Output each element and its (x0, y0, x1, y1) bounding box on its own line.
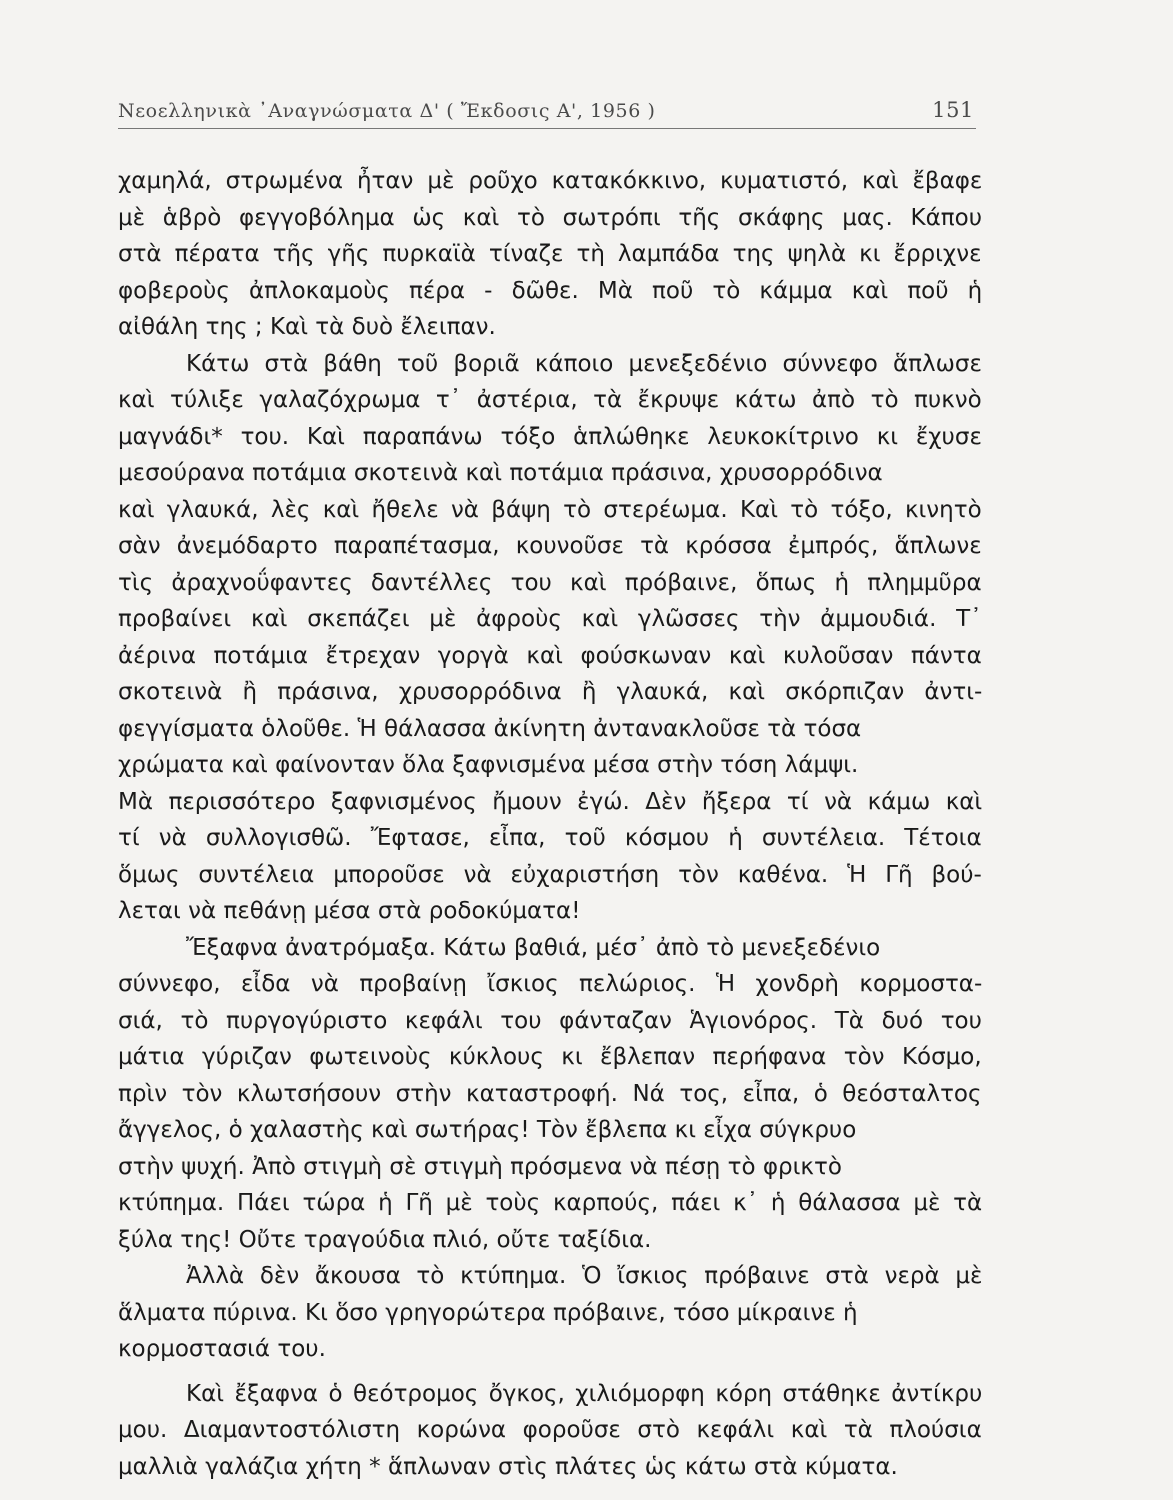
text-line: μου. Διαμαντοστόλιστη κορώνα φοροῦσε στὸ κεφάλι καὶ τὰ πλούσια (118, 1417, 982, 1443)
text-line: κτύπημα. Πάει τώρα ἡ Γῆ μὲ τοὺς καρπούς, πάει κ᾿ ἡ θάλασσα μὲ τὰ (118, 1190, 983, 1216)
text-line: ἅλματα πύρινα. Κι ὅσο γρηγορώτερα πρόβαινε, τόσο μίκραινε ἡ (118, 1299, 858, 1326)
text-line: κορμοστασιά του. (118, 1336, 326, 1362)
text-line: χαμηλά, στρωμένα ἦταν μὲ ροῦχο κατακόκκινο, κυματιστό, καὶ ἔβαφε (118, 168, 983, 194)
text-line: σὰν ἀνεμόδαρτο παραπέτασμα, κουνοῦσε τὰ κρόσσα ἐμπρός, ἅπλωνε (118, 533, 982, 559)
text-line: πρὶν τὸν κλωτσήσουν στὴν καταστροφή. Νά τος, εἶπα, ὁ θεόσταλτος (118, 1080, 982, 1107)
text-line: λεται νὰ πεθάνῃ μέσα στὰ ροδοκύματα! (118, 898, 581, 924)
paragraph (118, 346, 988, 930)
text-line: φεγγίσματα ὁλοῦθε. Ἡ θάλασσα ἀκίνητη ἀντανακλοῦσε τὰ τόσα (118, 715, 862, 742)
paragraph (118, 1376, 988, 1486)
text-line: Ἀλλὰ δὲν ἄκουσα τὸ κτύπημα. Ὁ ἴσκιος πρόβαινε στὰ νερὰ μὲ (186, 1263, 983, 1289)
text-line: μαγνάδι* του. Καὶ παραπάνω τόξο ἁπλώθηκε λευκοκίτρινο κι ἔχυσε (118, 423, 982, 450)
text-line: Καὶ ἔξαφνα ὁ θεότρομος ὄγκος, χιλιόμορφη κόρη στάθηκε ἀντίκρυ (186, 1380, 983, 1407)
paragraph (118, 1258, 988, 1368)
header-title: Νεοελληνικὰ ᾿Αναγνώσματα Δ' ( Ἔκδοσις Α', 1956 ) (118, 100, 656, 122)
header-rule (118, 128, 976, 129)
paragraph-gap (118, 1368, 988, 1376)
text-line: Ἔξαφνα ἀνατρόμαξα. Κάτω βαθιά, μέσ᾿ ἀπὸ τὸ μενεξεδένιο (186, 934, 881, 961)
text-line: αἰθάλη της ; Καὶ τὰ δυὸ ἔλειπαν. (118, 314, 496, 340)
running-header (118, 96, 976, 130)
text-line: φοβεροὺς ἀπλοκαμοὺς πέρα - δῶθε. Μὰ ποῦ τὸ κάμμα καὶ ποῦ ἡ (118, 277, 983, 304)
text-line: προβαίνει καὶ σκεπάζει μὲ ἀφροὺς καὶ γλῶσσες τὴν ἀμμουδιά. Τ᾿ (118, 606, 982, 632)
paragraph (118, 930, 988, 1259)
text-line: σκοτεινὰ ἢ πράσινα, χρυσορρόδινα ἢ γλαυκά, καὶ σκόρπιζαν ἀντι- (118, 679, 983, 705)
text-line: χρώματα καὶ φαίνονταν ὅλα ξαφνισμένα μέσα στὴν τόση λάμψι. (118, 752, 859, 778)
text-line: καὶ γλαυκά, λὲς καὶ ἤθελε νὰ βάψη τὸ στερέωμα. Καὶ τὸ τόξο, κινητὸ (118, 496, 982, 523)
text-line: τὶς ἀραχνοΰφαντες δαντέλλες του καὶ πρόβαινε, ὅπως ἡ πλημμῦρα (118, 569, 982, 596)
body-text (118, 163, 988, 1485)
text-line: ὅμως συντέλεια μποροῦσε νὰ εὐχαριστήση τὸν καθένα. Ἡ Γῆ βού- (118, 861, 982, 888)
text-line: Μὰ περισσότερο ξαφνισμένος ἤμουν ἐγώ. Δὲν ἤξερα τί νὰ κάμω καὶ (118, 788, 983, 815)
text-line: ἀέρινα ποτάμια ἔτρεχαν γοργὰ καὶ φούσκωναν καὶ κυλοῦσαν πάντα (118, 642, 982, 669)
text-line: μαλλιὰ γαλάζια χήτη * ἅπλωναν στὶς πλάτες ὡς κάτω στὰ κύματα. (118, 1453, 898, 1480)
text-line: μὲ ἁβρὸ φεγγοβόλημα ὡς καὶ τὸ σωτρόπι τῆς σκάφης μας. Κάπου (118, 204, 983, 231)
page-number: 151 (932, 98, 974, 122)
text-line: ξύλα της! Οὔτε τραγούδια πλιό, οὔτε ταξίδια. (118, 1226, 652, 1253)
text-line: μάτια γύριζαν φωτεινοὺς κύκλους κι ἔβλεπαν περήφανα τὸν Κόσμο, (118, 1044, 982, 1070)
text-line: σιά, τὸ πυργογύριστο κεφάλι του φάνταζαν Ἁγιονόρος. Τὰ δυό του (118, 1007, 982, 1034)
text-line: μεσούρανα ποτάμια σκοτεινὰ καὶ ποτάμια πράσινα, χρυσορρόδινα (118, 460, 883, 486)
text-line: Κάτω στὰ βάθη τοῦ βοριᾶ κάποιο μενεξεδένιο σύννεφο ἅπλωσε (186, 350, 982, 377)
paragraph (118, 163, 988, 346)
text-line: τί νὰ συλλογισθῶ. Ἔφτασε, εἶπα, τοῦ κόσμου ἡ συντέλεια. Τέτοια (118, 825, 982, 851)
text-line: στὴν ψυχή. Ἀπὸ στιγμὴ σὲ στιγμὴ πρόσμενα νὰ πέσῃ τὸ φρικτὸ (118, 1153, 842, 1180)
text-line: ἄγγελος, ὁ χαλαστὴς καὶ σωτήρας! Τὸν ἔβλεπα κι εἶχα σύγκρυο (118, 1117, 857, 1143)
text-line: σύννεφο, εἶδα νὰ προβαίνῃ ἴσκιος πελώριος. Ἡ χονδρὴ κορμοστα- (118, 971, 983, 997)
text-line: στὰ πέρατα τῆς γῆς πυρκαϊὰ τίναζε τὴ λαμπάδα της ψηλὰ κι ἔρριχνε (118, 241, 982, 267)
text-line: καὶ τύλιξε γαλαζόχρωμα τ᾿ ἀστέρια, τὰ ἔκρυψε κάτω ἀπὸ τὸ πυκνὸ (118, 387, 982, 413)
